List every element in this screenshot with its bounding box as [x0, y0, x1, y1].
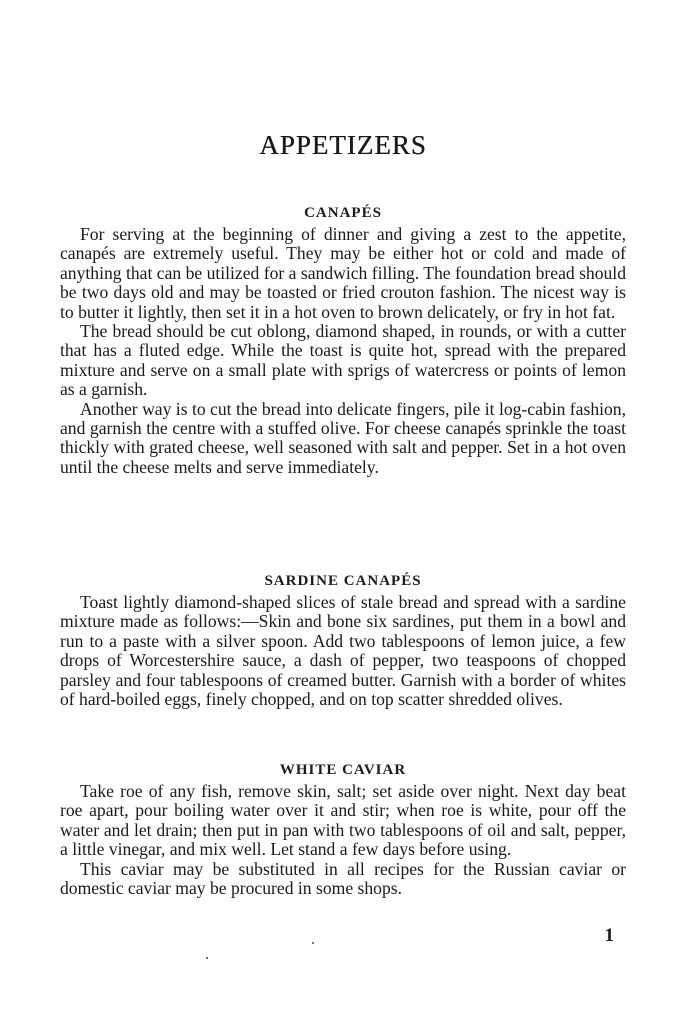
paragraph: Another way is to cut the bread into delicate fingers, pile it log-cabin fashion, and garnish the centre with a stuffed olive. For cheese canapés sprinkle the toast thickly with grated cheese, well seasoned with salt and pepper. Set in a hot oven until the cheese melts and serve immediately. [60, 398, 626, 477]
print-speck [206, 957, 208, 959]
section-heading: CANAPÉS [304, 205, 382, 221]
book-page [60, 0, 626, 1028]
paragraph: Take roe of any fish, remove skin, salt; set aside over night. Next day beat roe apart, pour boiling water over it and stir; when roe is white, pour off the water and let drain; then put in pan with two tablespoons of oil and salt, pepper, a little vinegar, and mix well. Let stand a few days before using. [60, 781, 626, 860]
paragraph: This caviar may be substituted in all recipes for the Russian caviar or domestic caviar may be procured in some shops. [60, 858, 626, 899]
paragraph: Toast lightly diamond-shaped slices of stale bread and spread with a sardine mixture made as follows:—Skin and bone six sardines, put them in a bowl and run to a paste with a silver spoon. Add two tablespoons of lemon juice, a few drops of Worcestershire sauce, a dash of pepper, two teaspoons of chopped parsley and four tablespoons of creamed butter. Garnish with a border of whites of hard-boiled eggs, finely chopped, and on top scatter shredded olives. [60, 592, 626, 710]
section-heading: SARDINE CANAPÉS [264, 573, 422, 589]
paragraph: The bread should be cut oblong, diamond shaped, in rounds, or with a cutter that has a fluted edge. While the toast is quite hot, spread with the prepared mixture and serve on a small plate with sprigs of watercress or points of lemon as a garnish. [60, 321, 626, 400]
page-number: 1 [604, 925, 614, 946]
section-sardine-canapes [60, 569, 626, 709]
print-speck [312, 942, 314, 944]
paragraph: For serving at the beginning of dinner and giving a zest to the appetite, canapés are extremely useful. They may be either hot or cold and made of anything that can be utilized for a sandwich filling. The foundation bread should be two days old and may be toasted or fried crouton fashion. The nicest way is to butter it lightly, then set it in a hot oven to brown delicately, or fry in hot fat. [60, 224, 626, 322]
section-canapes [60, 201, 626, 477]
section-white-caviar [60, 758, 626, 898]
chapter-title: APPETIZERS [259, 130, 427, 160]
section-heading: WHITE CAVIAR [279, 762, 407, 778]
